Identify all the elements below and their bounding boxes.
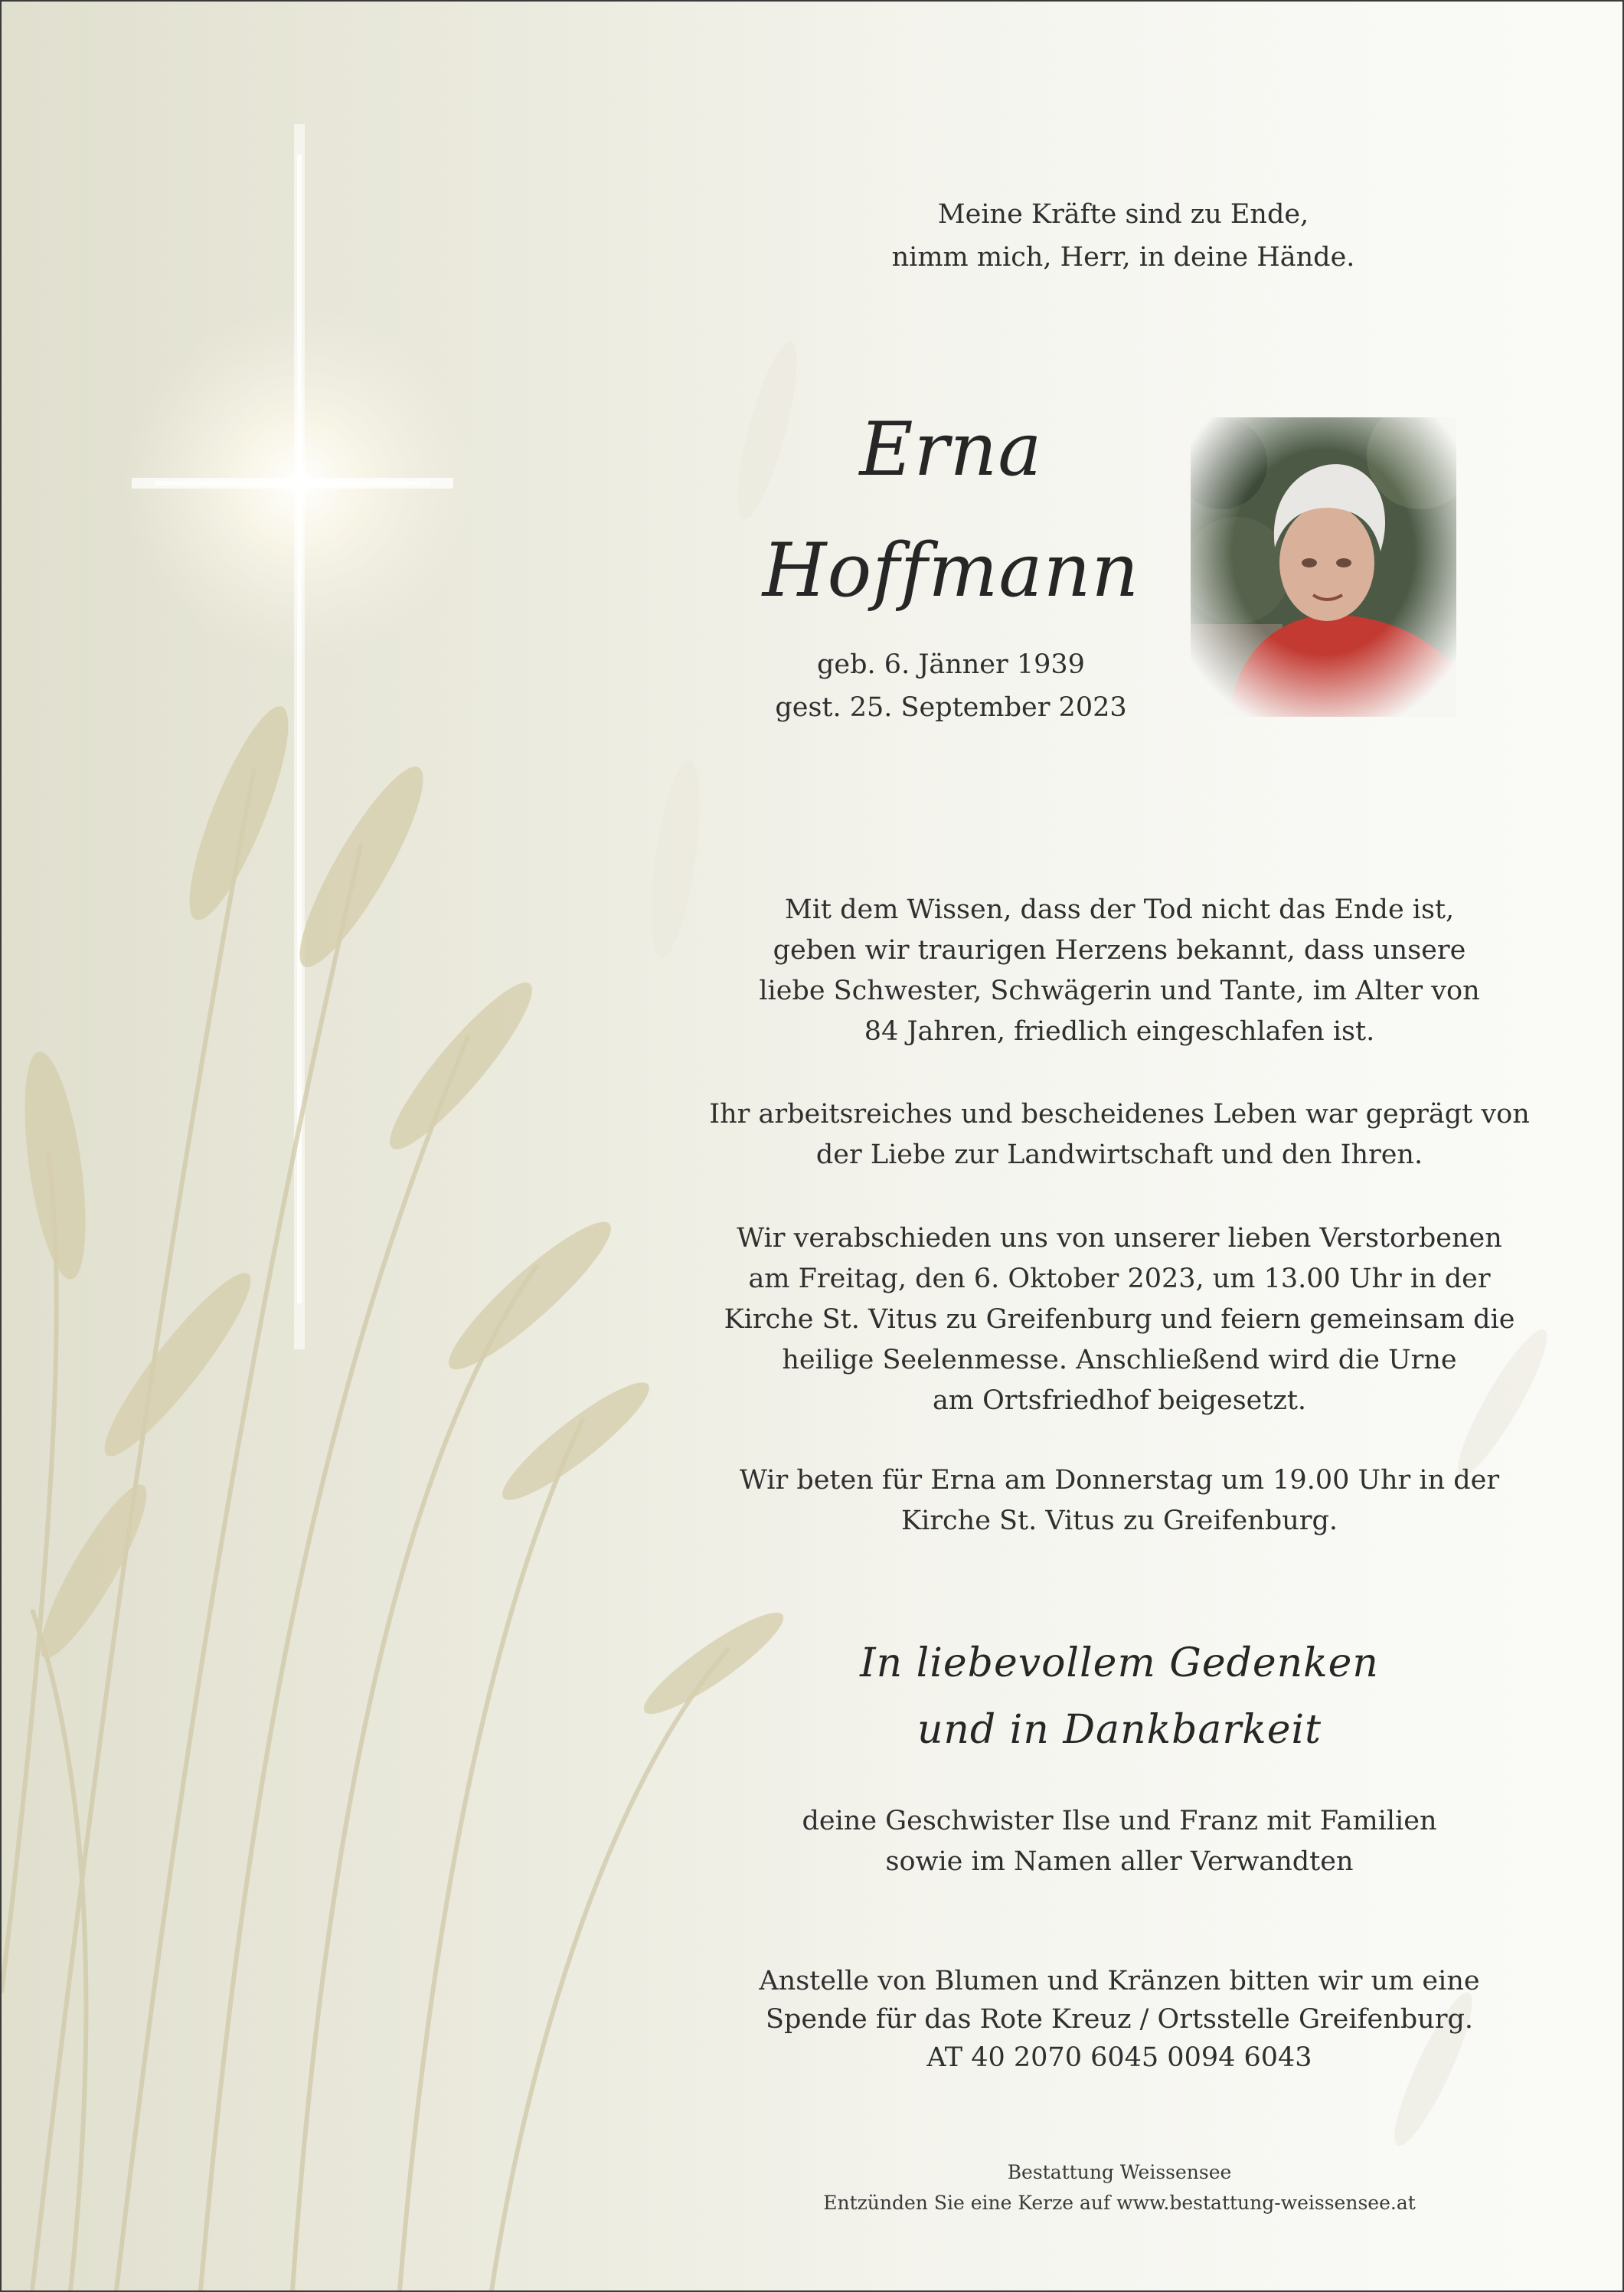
motto-verse [771, 193, 1475, 279]
text-line: sowie im Namen aller Verwandten [885, 1846, 1354, 1877]
footer [691, 2157, 1548, 2218]
text-line: Anstelle von Blumen und Kränzen bitten wir um eine [759, 1966, 1480, 1996]
text-line: heilige Seelenmesse. Anschließend wird die Urne [782, 1345, 1457, 1375]
closing-line: In liebevollem Gedenken [860, 1640, 1379, 1686]
donation-note [691, 1962, 1548, 2077]
text-line: Wir beten für Erna am Donnerstag um 19.00 Uhr in der [739, 1465, 1500, 1496]
deceased-first-name: Erna [859, 407, 1043, 492]
text-line: Mit dem Wissen, dass der Tod nicht das Ende ist, [784, 894, 1455, 925]
life-dates [737, 643, 1165, 729]
life-paragraph [691, 1094, 1548, 1175]
text-line: geben wir traurigen Herzens bekannt, dass unsere [773, 935, 1466, 966]
announcement-paragraph [691, 890, 1548, 1052]
family-signature [691, 1801, 1548, 1882]
candle-link-text: Entzünden Sie eine Kerze auf www.bestattung-weissensee.at [823, 2192, 1416, 2214]
text-line: 84 Jahren, friedlich eingeschlafen ist. [864, 1016, 1375, 1047]
text-line: liebe Schwester, Schwägerin und Tante, im Alter von [759, 976, 1480, 1006]
text-line: deine Geschwister Ilse und Franz mit Familien [802, 1806, 1437, 1836]
text-line: am Ortsfriedhof beigesetzt. [932, 1385, 1307, 1416]
motto-line: Meine Kräfte sind zu Ende, [937, 199, 1309, 230]
text-line: Ihr arbeitsreiches und bescheidenes Leben war geprägt von [709, 1099, 1530, 1130]
text-line: Kirche St. Vitus zu Greifenburg. [900, 1506, 1338, 1536]
funeral-home-name: Bestattung Weissensee [1007, 2161, 1232, 2183]
birth-date: geb. 6. Jänner 1939 [817, 649, 1085, 680]
death-date: gest. 25. September 2023 [775, 692, 1127, 723]
portrait-photo [1191, 417, 1456, 717]
text-line: der Liebe zur Landwirtschaft und den Ihren. [815, 1139, 1423, 1170]
bank-account-number: AT 40 2070 6045 0094 6043 [926, 2042, 1312, 2073]
motto-line: nimm mich, Herr, in deine Hände. [891, 242, 1355, 273]
text-line: Spende für das Rote Kreuz / Ortsstelle Greifenburg. [766, 2004, 1473, 2035]
prayer-paragraph [691, 1460, 1548, 1542]
closing-line: und in Dankbarkeit [917, 1707, 1322, 1753]
text-line: Wir verabschieden uns von unserer lieben Verstorbenen [737, 1223, 1502, 1254]
funeral-paragraph [691, 1218, 1548, 1421]
deceased-last-name: Hoffmann [762, 528, 1140, 613]
text-line: Kirche St. Vitus zu Greifenburg und feiern gemeinsam die [724, 1304, 1515, 1335]
text-line: am Freitag, den 6. Oktober 2023, um 13.00 Uhr in der [748, 1264, 1491, 1294]
